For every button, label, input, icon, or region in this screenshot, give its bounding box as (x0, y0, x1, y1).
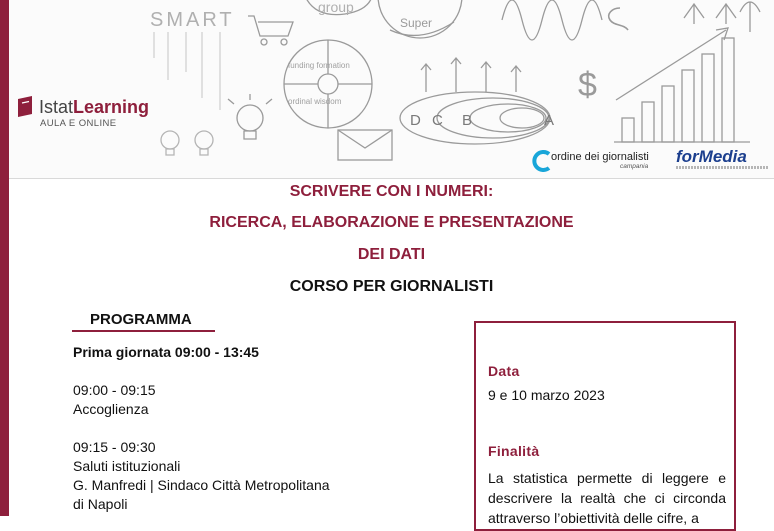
day-one-heading: Prima giornata 09:00 - 13:45 (73, 344, 259, 360)
nested-label-a: A (544, 112, 555, 129)
group-word: group (318, 0, 354, 15)
slot-2-title: Saluti istituzionali (73, 458, 181, 474)
course-subtitle: CORSO PER GIORNALISTI (289, 278, 494, 295)
data-value: 9 e 10 marzo 2023 (488, 387, 605, 403)
learning-word: Learning (73, 97, 150, 117)
istat-learning-logo (39, 96, 149, 118)
dollar-icon: $ (578, 66, 597, 104)
nested-circles-diagram (400, 92, 554, 144)
wave-doodle (502, 0, 602, 40)
odg-logo-icon (531, 150, 551, 172)
slot-1-time: 09:00 - 09:15 (73, 382, 156, 398)
cycle-bottom-label: ordinal wisdom (288, 97, 342, 106)
left-accent-bar (0, 0, 9, 516)
odg-region: campania (620, 163, 649, 170)
nested-label-d: D (410, 112, 421, 129)
growth-bar-chart (614, 28, 750, 142)
title-line-1: SCRIVERE CON I NUMERI: (289, 183, 494, 200)
super-word: Super (400, 16, 433, 30)
slot-2-speaker-line-2: di Napoli (73, 496, 128, 512)
lightbulb-icon (228, 94, 272, 139)
formedia-logo: forMedia (676, 147, 747, 166)
nested-label-b: B (462, 112, 473, 129)
title-line-2: RICERCA, ELABORAZIONE E PRESENTAZIONE (209, 214, 574, 231)
growth-arrows (421, 58, 521, 92)
globe-icon (378, 0, 462, 38)
odg-name: ordine dei giornalisti (551, 151, 649, 163)
finalita-label: Finalità (488, 443, 540, 459)
program-heading: PROGRAMMA (90, 311, 192, 328)
finalita-text: La statistica permette di leggere e descrivere la realtà che ci circonda attraverso l’obiettività delle cifre, a (488, 470, 726, 526)
program-heading-rule (72, 330, 215, 332)
istat-word: Istat (39, 97, 74, 117)
slot-2-speaker-line-1: G. Manfredi | Sindaco Città Metropolitana (73, 477, 330, 493)
cycle-diagram (284, 40, 372, 128)
nested-label-c: C (432, 112, 443, 129)
istat-book-icon (17, 96, 35, 118)
cycle-top-label: funding formation (288, 61, 350, 70)
header-divider (9, 178, 774, 179)
envelope-icon (338, 130, 392, 160)
formedia-tagline (676, 166, 768, 169)
info-box (474, 321, 736, 531)
cart-icon (248, 16, 293, 45)
title-line-3: DEI DATI (357, 246, 426, 263)
data-label: Data (488, 363, 520, 379)
slot-2-time: 09:15 - 09:30 (73, 439, 156, 455)
istat-subtitle: AULA E ONLINE (40, 118, 117, 129)
slot-1-title: Accoglienza (73, 401, 149, 417)
lightbulb-icon (161, 131, 213, 155)
smart-word: SMART (150, 9, 235, 31)
